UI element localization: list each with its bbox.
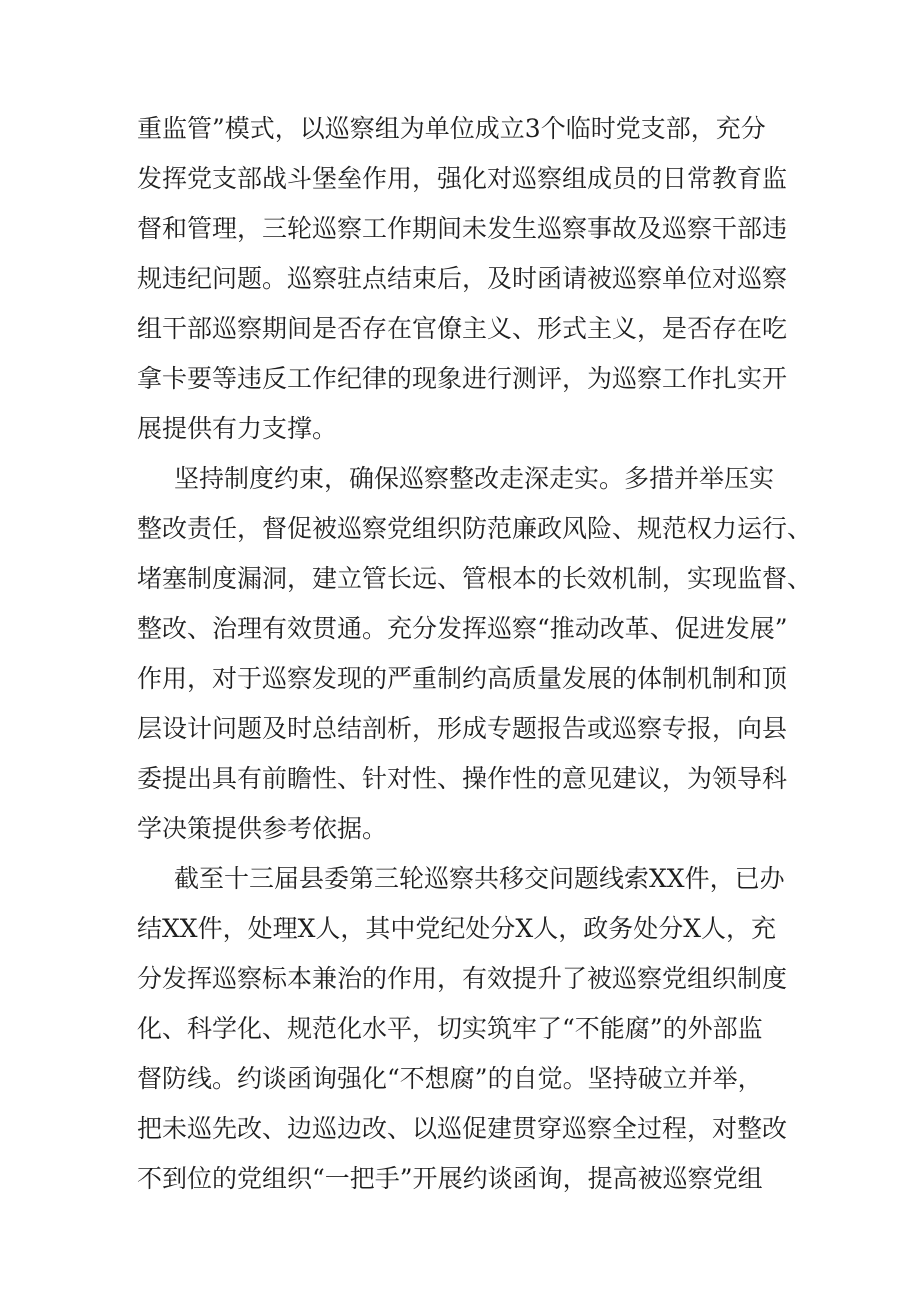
text-line: 结XX件，处理X人，其中党纪处分X人，政务处分X人，充 [137, 914, 776, 943]
paragraph-3 [137, 854, 797, 1204]
text-line: 坚持制度约束，确保巡察整改走深走实。多措并举压实 [174, 464, 775, 493]
text-line: 不到位的党组织“一把手”开展约谈函询，提高被巡察党组 [137, 1164, 763, 1193]
text-line: 规违纪问题。巡察驻点结束后，及时函请被巡察单位对巡察 [137, 264, 788, 293]
text-line: 督和管理，三轮巡察工作期间未发生巡察事故及巡察干部违 [137, 214, 788, 243]
text-line: 堵塞制度漏洞，建立管长远、管根本的长效机制，实现监督、 [137, 564, 813, 593]
text-line: 委提出具有前瞻性、针对性、操作性的意见建议，为领导科 [137, 764, 788, 793]
text-line: 发挥党支部战斗堡垒作用，强化对巡察组成员的日常教育监 [137, 164, 788, 193]
text-line: 整改、治理有效贯通。充分发挥巡察“推动改革、促进发展” [137, 614, 788, 643]
paragraph-1 [137, 104, 797, 454]
text-line: 分发挥巡察标本兼治的作用，有效提升了被巡察党组织制度 [137, 964, 788, 993]
paragraph-2 [137, 454, 813, 854]
text-line: 把未巡先改、边巡边改、以巡促建贯穿巡察全过程，对整改 [137, 1114, 788, 1143]
text-line: 组干部巡察期间是否存在官僚主义、形式主义，是否存在吃 [137, 314, 788, 343]
document-body [137, 104, 813, 1204]
text-line: 重监管”模式，以巡察组为单位成立3个临时党支部，充分 [137, 114, 766, 143]
text-line: 化、科学化、规范化水平，切实筑牢了“不能腐”的外部监 [137, 1014, 763, 1043]
text-line: 层设计问题及时总结剖析，形成专题报告或巡察专报，向县 [137, 714, 788, 743]
text-line: 督防线。约谈函询强化“不想腐”的自觉。坚持破立并举， [137, 1064, 763, 1093]
text-line: 整改责任，督促被巡察党组织防范廉政风险、规范权力运行、 [137, 514, 813, 543]
text-line: 作用，对于巡察发现的严重制约高质量发展的体制机制和顶 [137, 664, 788, 693]
text-line: 学决策提供参考依据。 [137, 814, 388, 843]
text-line: 截至十三届县委第三轮巡察共移交问题线索XX件，已办 [174, 864, 785, 893]
text-line: 展提供有力支撑。 [137, 414, 338, 443]
text-line: 拿卡要等违反工作纪律的现象进行测评，为巡察工作扎实开 [137, 364, 788, 393]
